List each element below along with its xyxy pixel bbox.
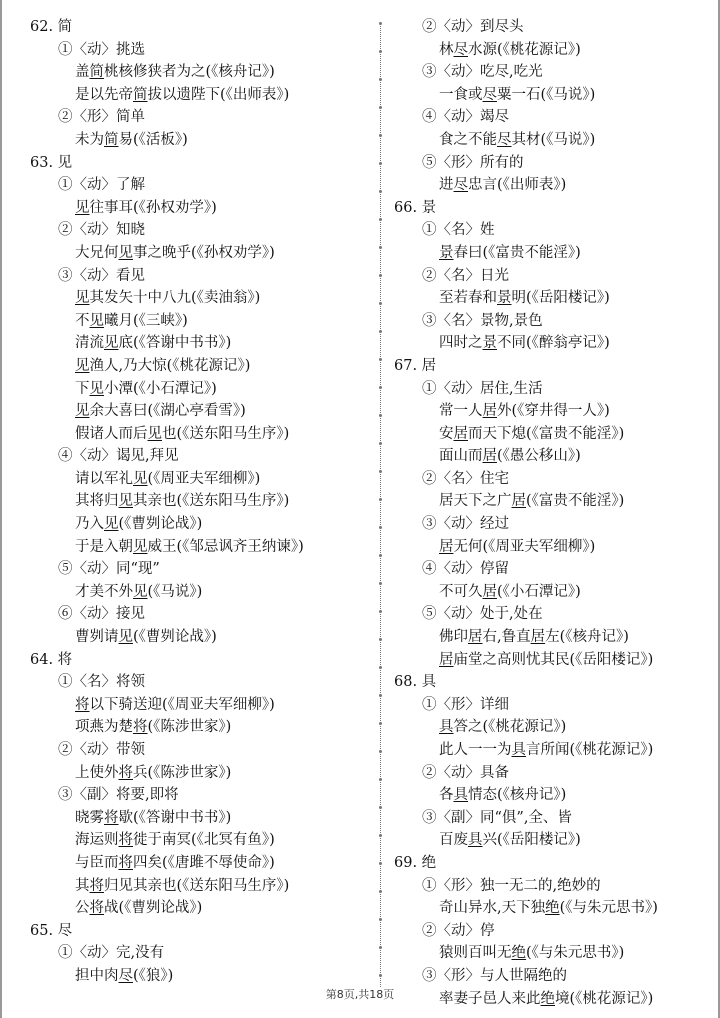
example-sentence: [30, 378, 370, 401]
keyword-underlined: 将: [118, 832, 133, 849]
keyword-underlined: 居: [530, 629, 546, 646]
example-sentence: [30, 536, 370, 559]
sense-definition: ⑤〈形〉所有的: [422, 154, 524, 171]
divider-dot: [379, 386, 382, 389]
example-suffix: 言所闻(《桃花源记》): [526, 742, 654, 758]
example-suffix: 粟一石(《马说》): [497, 86, 596, 103]
sense-definition: ③〈动〉看见: [58, 267, 145, 284]
divider-dot: [379, 442, 382, 445]
example-sentence: [30, 852, 370, 875]
example-suffix: 事之晚乎(《孙权劝学》): [133, 244, 275, 261]
example-sentence: [394, 400, 714, 423]
divider-dot: [379, 806, 382, 809]
keyword-underlined: 见: [75, 199, 90, 216]
example-suffix: (《富贵不能淫》): [526, 493, 625, 510]
example-sentence: [30, 400, 370, 423]
example-suffix: 春曰(《富贵不能淫》): [453, 244, 581, 261]
example-suffix: (《曹刿论战》): [118, 516, 203, 533]
divider-dot: [379, 274, 382, 277]
divider-dot: [379, 78, 382, 81]
divider-dot: [379, 330, 382, 333]
example-sentence: [394, 581, 714, 604]
example-suffix: 兴(《岳阳楼记》): [482, 832, 581, 849]
example-suffix: (《与朱元思书》): [559, 900, 658, 917]
sense-definition: ③〈动〉经过: [422, 516, 509, 533]
keyword-underlined: 居: [453, 425, 468, 442]
example-sentence: [394, 174, 714, 197]
example-sentence: [30, 965, 370, 988]
sense-definition: ②〈形〉简单: [58, 109, 145, 126]
sense-definition: ②〈名〉日光: [422, 267, 509, 284]
sense-definition: ③〈副〉将要,即将: [58, 787, 179, 804]
example-suffix: (《小石潭记》): [497, 583, 581, 600]
keyword-underlined: 见: [147, 425, 162, 442]
example-suffix: 庙堂之高则忧其民(《岳阳楼记》): [453, 651, 654, 668]
keyword-underlined: 居: [482, 583, 497, 600]
example-suffix: 易(《活板》): [118, 131, 188, 148]
example-suffix: (《周亚夫军细柳》): [147, 470, 261, 487]
example-sentence: [30, 694, 370, 717]
example-suffix: 余大喜曰(《湖心亭看雪》): [89, 403, 246, 420]
example-sentence: [394, 649, 714, 672]
example-prefix: 佛印: [439, 629, 468, 646]
example-prefix: 盖: [75, 64, 90, 81]
divider-dot: [379, 302, 382, 305]
example-prefix: 海运则: [75, 832, 119, 849]
example-sentence: [30, 581, 370, 604]
sense-definition: ②〈动〉到尽头: [422, 19, 524, 35]
example-sentence: [30, 332, 370, 355]
example-suffix: 威王(《邹忌讽齐王纳谏》): [147, 538, 304, 555]
divider-dot: [379, 554, 382, 557]
keyword-underlined: 将: [89, 877, 104, 894]
example-prefix: 公: [75, 900, 90, 917]
example-suffix: 归见其亲也(《送东阳马生序》): [104, 877, 290, 894]
keyword-underlined: 具: [468, 832, 483, 849]
keyword-underlined: 尽: [482, 86, 497, 103]
sense-definition: ③〈副〉同“俱”,全、皆: [422, 809, 572, 826]
example-suffix: 曦月(《三峡》): [104, 312, 188, 329]
example-sentence: [30, 287, 370, 310]
sense-definition: ②〈动〉知晓: [58, 222, 145, 239]
example-prefix: 此人一一为: [439, 742, 512, 758]
example-prefix: 清流: [75, 335, 104, 352]
keyword-underlined: 将: [118, 764, 133, 781]
entry-heading: 67. 居: [394, 357, 437, 374]
example-prefix: 曹刿请: [75, 629, 119, 646]
example-prefix: 才美不外: [75, 583, 133, 600]
example-sentence: [30, 423, 370, 446]
divider-dot: [379, 778, 382, 781]
example-suffix: 外(《穿井得一人》): [497, 403, 610, 420]
entry-heading: 65. 尽: [30, 922, 73, 939]
example-prefix: 上使外: [75, 764, 119, 781]
example-prefix: 一食或: [439, 86, 483, 103]
divider-dot: [379, 190, 382, 193]
example-suffix: (《陈涉世家》): [147, 719, 232, 736]
sense-definition: ①〈动〉居住,生活: [422, 380, 543, 397]
keyword-underlined: 尽: [453, 177, 468, 194]
divider-dot: [379, 610, 382, 613]
example-sentence: [394, 39, 714, 62]
example-suffix: 其发矢十中八九(《卖油翁》): [89, 290, 261, 307]
keyword-underlined: 居: [468, 629, 483, 646]
example-sentence: [30, 875, 370, 898]
sense-definition: ③〈动〉吃尽,吃光: [422, 64, 543, 81]
keyword-underlined: 见: [75, 357, 90, 374]
sense-definition: ④〈动〉停留: [422, 561, 509, 578]
keyword-underlined: 居: [511, 493, 526, 510]
example-suffix: 境(《桃花源记》): [555, 990, 654, 1007]
example-suffix: 也(《送东阳马生序》): [162, 425, 290, 442]
keyword-underlined: 见: [75, 290, 90, 307]
keyword-underlined: 见: [118, 629, 133, 646]
example-suffix: (《与朱元思书》): [526, 945, 625, 962]
sense-definition: ①〈动〉完,没有: [58, 945, 165, 962]
example-sentence: [30, 197, 370, 220]
keyword-underlined: 景: [497, 290, 512, 307]
keyword-underlined: 具: [453, 787, 468, 804]
example-sentence: [394, 332, 714, 355]
example-sentence: [30, 513, 370, 536]
keyword-underlined: 景: [482, 335, 497, 352]
divider-dot: [379, 890, 382, 893]
keyword-underlined: 尽: [497, 131, 512, 148]
keyword-underlined: 景: [439, 244, 454, 261]
example-sentence: [394, 626, 714, 649]
sense-definition: ⑤〈动〉处于,处在: [422, 606, 543, 623]
example-sentence: [394, 784, 714, 807]
example-sentence: [394, 445, 714, 468]
example-sentence: [30, 762, 370, 785]
divider-dot: [379, 666, 382, 669]
keyword-underlined: 绝: [511, 945, 526, 962]
example-suffix: 不同(《醉翁亭记》): [497, 335, 610, 352]
divider-dot: [379, 134, 382, 137]
keyword-underlined: 见: [104, 516, 119, 533]
example-suffix: 往事耳(《孙权劝学》): [89, 199, 217, 216]
example-sentence: [30, 129, 370, 152]
keyword-underlined: 见: [75, 403, 90, 420]
sense-definition: ②〈动〉带领: [58, 742, 145, 758]
example-suffix: 而天下熄(《富贵不能淫》): [468, 425, 625, 442]
example-suffix: 四矣(《唐雎不辱使命》): [133, 854, 275, 871]
column-divider: [380, 22, 381, 987]
example-prefix: 大兄何: [75, 244, 119, 261]
divider-dot: [379, 526, 382, 529]
example-sentence: [30, 829, 370, 852]
keyword-underlined: 将: [133, 719, 148, 736]
keyword-underlined: 将: [89, 900, 104, 917]
keyword-underlined: 绝: [545, 900, 560, 917]
divider-dot: [379, 22, 382, 25]
example-suffix: 战(《曹刿论战》): [104, 900, 203, 917]
example-sentence: [30, 61, 370, 84]
sense-definition: ③〈形〉与人世隔绝的: [422, 967, 567, 984]
divider-dot: [379, 834, 382, 837]
sense-definition: ①〈形〉独一无二的,绝妙的: [422, 877, 601, 894]
example-prefix: 与臣而: [75, 854, 119, 871]
example-prefix: 项燕为楚: [75, 719, 133, 736]
example-suffix: 小潭(《小石潭记》): [104, 380, 217, 397]
example-sentence: [30, 807, 370, 830]
example-prefix: 其将归: [75, 493, 119, 510]
example-sentence: [394, 287, 714, 310]
sense-definition: ①〈形〉详细: [422, 696, 509, 713]
example-prefix: 林: [439, 41, 454, 58]
entry-heading: 68. 具: [394, 674, 437, 691]
example-suffix: 答之(《桃花源记》): [453, 719, 567, 736]
divider-dot: [379, 470, 382, 473]
sense-definition: ②〈名〉住宅: [422, 470, 509, 487]
keyword-underlined: 将: [118, 854, 133, 871]
divider-dot: [379, 918, 382, 921]
keyword-underlined: 尽: [118, 967, 133, 984]
example-suffix: (《愚公移山》): [497, 448, 581, 465]
example-suffix: 底(《答谢中书书》): [118, 335, 232, 352]
keyword-underlined: 居: [439, 538, 454, 555]
example-prefix: 率妻子邑人来此: [439, 990, 541, 1007]
keyword-underlined: 简: [89, 64, 104, 81]
example-suffix: 忠言(《出师表》): [468, 177, 567, 194]
example-suffix: 无何(《周亚夫军细柳》): [453, 538, 596, 555]
example-prefix: 担中肉: [75, 967, 119, 984]
example-prefix: 下: [75, 380, 90, 397]
example-prefix: 四时之: [439, 335, 483, 352]
divider-dot: [379, 498, 382, 501]
example-prefix: 是以先帝: [75, 86, 133, 103]
example-sentence: [394, 716, 714, 739]
example-suffix: 其亲也(《送东阳马生序》): [133, 493, 290, 510]
example-sentence: [30, 468, 370, 491]
example-suffix: 桃核修狭者为之(《核舟记》): [104, 64, 275, 81]
entry-heading: 63. 见: [30, 154, 73, 171]
keyword-underlined: 居: [482, 403, 497, 420]
example-suffix: 徙于南冥(《北冥有鱼》): [133, 832, 275, 849]
example-prefix: 请以军礼: [75, 470, 133, 487]
entry-heading: 64. 将: [30, 651, 73, 668]
keyword-underlined: 具: [439, 719, 454, 736]
keyword-underlined: 简: [104, 131, 119, 148]
example-prefix: 不可久: [439, 583, 483, 600]
example-suffix: 歇(《答谢中书书》): [118, 809, 232, 826]
example-suffix: 以下骑送迎(《周亚夫军细柳》): [89, 696, 275, 713]
example-sentence: [30, 897, 370, 920]
example-suffix: 兵(《陈涉世家》): [133, 764, 232, 781]
divider-dot: [379, 106, 382, 109]
example-suffix: (《狼》): [133, 967, 174, 984]
example-prefix: 猿则百叫无: [439, 945, 512, 962]
sense-definition: ⑥〈动〉接见: [58, 606, 145, 623]
keyword-underlined: 见: [118, 493, 133, 510]
page-footer: 第8页,共18页: [325, 988, 395, 1001]
divider-dot: [379, 722, 382, 725]
sense-definition: ①〈名〉将领: [58, 674, 145, 691]
sense-definition: ④〈动〉竭尽: [422, 109, 509, 126]
sense-definition: ①〈动〉挑选: [58, 41, 145, 58]
divider-dot: [379, 218, 382, 221]
example-prefix: 常一人: [439, 403, 483, 420]
divider-dot: [379, 694, 382, 697]
keyword-underlined: 见: [133, 538, 148, 555]
entry-heading: 69. 绝: [394, 854, 437, 871]
keyword-underlined: 见: [133, 470, 148, 487]
keyword-underlined: 简: [133, 86, 148, 103]
right-column: [394, 16, 714, 1010]
example-prefix: 居天下之广: [439, 493, 512, 510]
keyword-underlined: 见: [89, 380, 104, 397]
divider-dot: [379, 946, 382, 949]
example-prefix: 面山而: [439, 448, 483, 465]
sense-definition: ②〈动〉停: [422, 922, 495, 939]
example-sentence: [394, 739, 714, 762]
example-sentence: [394, 536, 714, 559]
sense-definition: ①〈名〉姓: [422, 222, 495, 239]
divider-dot: [379, 974, 382, 977]
example-prefix: 未为: [75, 131, 104, 148]
example-sentence: [30, 242, 370, 265]
divider-dot: [379, 246, 382, 249]
example-prefix: 假诸人而后: [75, 425, 148, 442]
example-sentence: [394, 84, 714, 107]
example-prefix: 奇山异水,天下独: [439, 900, 546, 917]
example-prefix: 安: [439, 425, 454, 442]
keyword-underlined: 见: [89, 312, 104, 329]
example-suffix: (《马说》): [147, 583, 203, 600]
example-sentence: [394, 942, 714, 965]
keyword-underlined: 绝: [540, 990, 555, 1007]
keyword-underlined: 见: [104, 335, 119, 352]
example-suffix: 渔人,乃大惊(《桃花源记》): [89, 357, 251, 374]
entry-heading: 62. 简: [30, 19, 73, 35]
sense-definition: ⑤〈动〉同“现”: [58, 561, 160, 578]
example-sentence: [394, 129, 714, 152]
example-sentence: [30, 310, 370, 333]
example-prefix: 百废: [439, 832, 468, 849]
sense-definition: ③〈名〉景物,景色: [422, 312, 543, 329]
example-prefix: 其: [75, 877, 90, 894]
example-sentence: [30, 626, 370, 649]
left-column: [30, 16, 370, 988]
keyword-underlined: 见: [118, 244, 133, 261]
keyword-underlined: 居: [439, 651, 454, 668]
example-suffix: 左(《核舟记》): [545, 629, 629, 646]
sense-definition: ④〈动〉谒见,拜见: [58, 448, 179, 465]
divider-dot: [379, 750, 382, 753]
example-prefix: 晓雾: [75, 809, 104, 826]
divider-dot: [379, 862, 382, 865]
example-sentence: [394, 897, 714, 920]
divider-dot: [379, 50, 382, 53]
keyword-underlined: 具: [511, 742, 526, 758]
divider-dot: [379, 162, 382, 165]
example-sentence: [394, 490, 714, 513]
example-prefix: 不: [75, 312, 90, 329]
example-prefix: 于是入朝: [75, 538, 133, 555]
example-suffix: (《曹刿论战》): [133, 629, 217, 646]
divider-dot: [379, 638, 382, 641]
sense-definition: ②〈动〉具备: [422, 764, 509, 781]
example-sentence: [30, 716, 370, 739]
divider-dot: [379, 582, 382, 585]
example-sentence: [30, 355, 370, 378]
keyword-underlined: 见: [133, 583, 148, 600]
divider-dot: [379, 414, 382, 417]
keyword-underlined: 将: [104, 809, 119, 826]
example-sentence: [394, 829, 714, 852]
entry-heading: 66. 景: [394, 199, 437, 216]
example-prefix: 乃入: [75, 516, 104, 533]
example-sentence: [30, 84, 370, 107]
example-prefix: 各: [439, 787, 454, 804]
example-prefix: 食之不能: [439, 131, 497, 148]
example-prefix: 进: [439, 177, 454, 194]
example-prefix: 至若春和: [439, 290, 497, 307]
example-suffix: 水源(《桃花源记》): [468, 41, 581, 58]
divider-dot: [379, 358, 382, 361]
keyword-underlined: 居: [482, 448, 497, 465]
keyword-underlined: 尽: [453, 41, 468, 58]
example-sentence: [30, 490, 370, 513]
example-suffix: 拔以遗陛下(《出师表》): [147, 86, 290, 103]
sense-definition: ①〈动〉了解: [58, 177, 145, 194]
example-suffix: 明(《岳阳楼记》): [511, 290, 610, 307]
example-sentence: [394, 423, 714, 446]
keyword-underlined: 将: [75, 696, 90, 713]
example-suffix: 右,鲁直: [482, 629, 531, 646]
example-sentence: [394, 242, 714, 265]
example-suffix: 情态(《核舟记》): [468, 787, 567, 804]
example-suffix: 其材(《马说》): [511, 131, 596, 148]
